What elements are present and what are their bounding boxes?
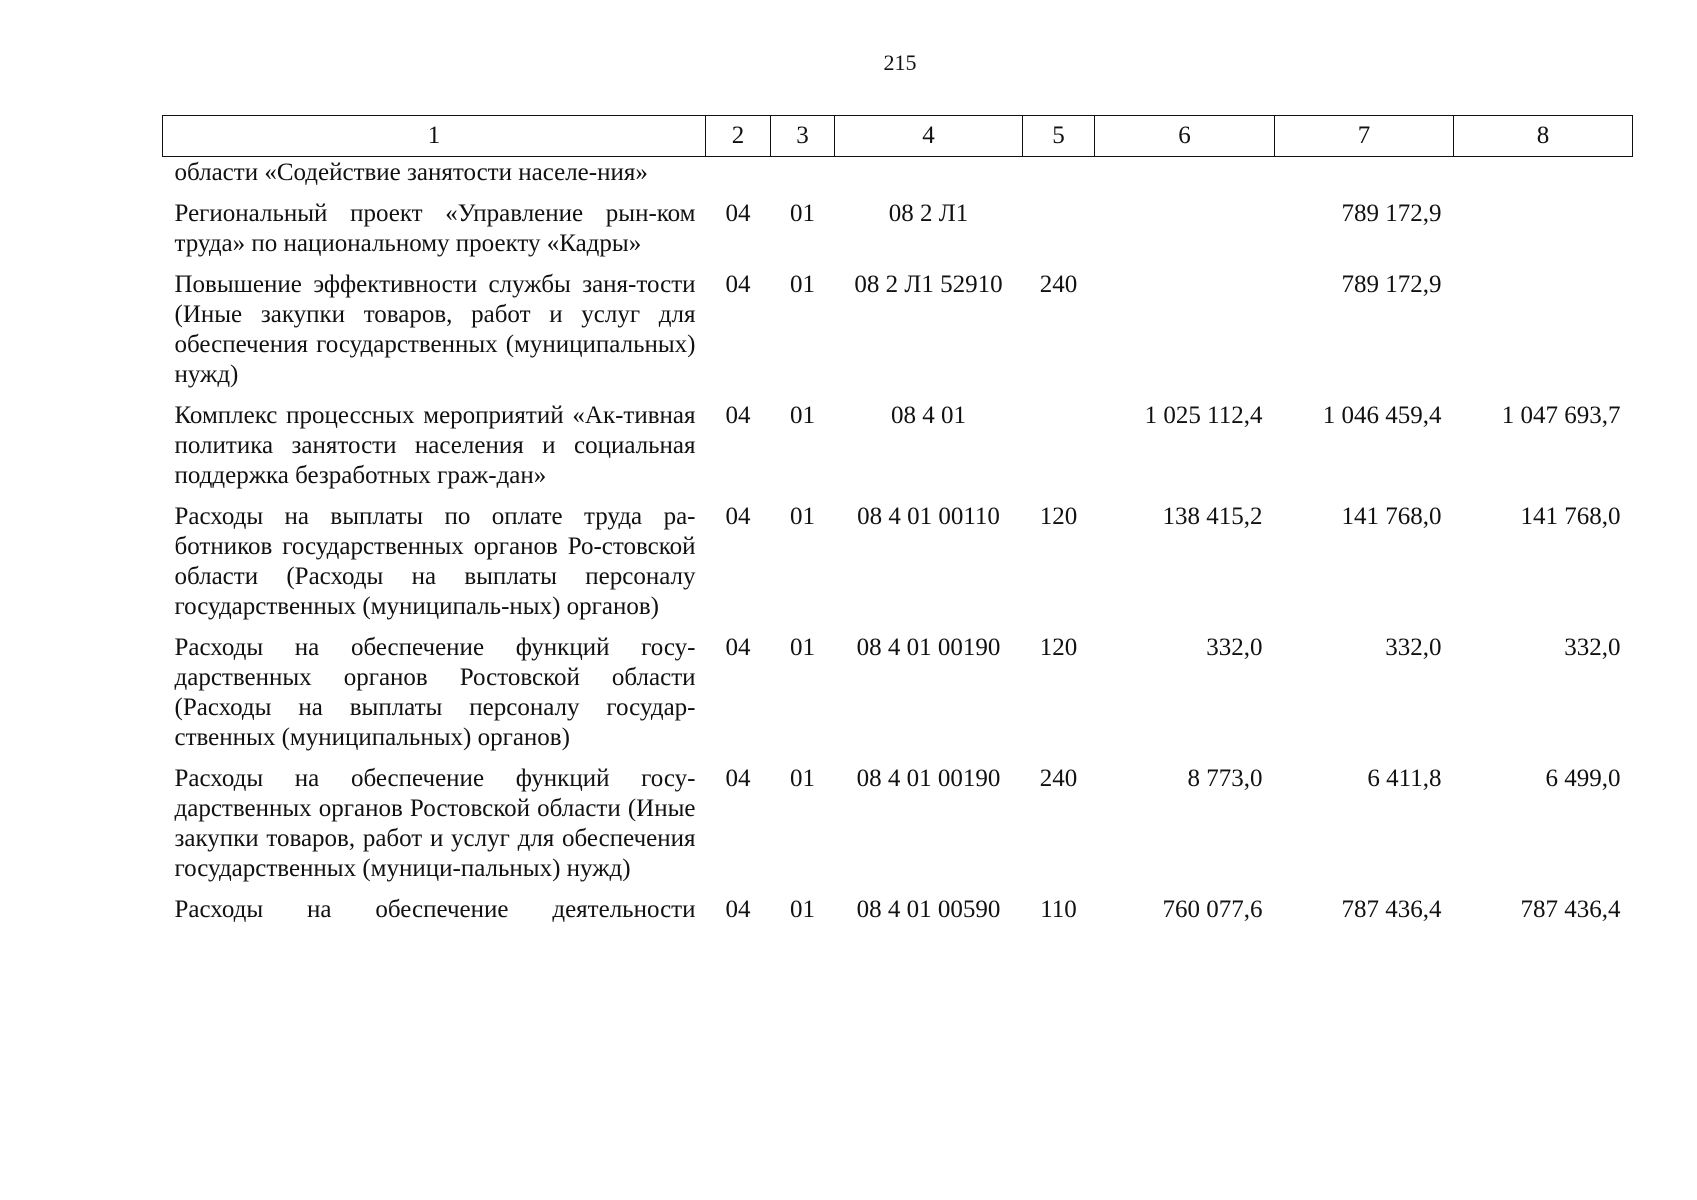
row-amount-col7: 789 172,9 [1341, 200, 1442, 227]
row-amount-col6: 8 773,0 [1187, 765, 1263, 792]
header-col-8: 8 [1454, 116, 1633, 157]
row-expense-type [1023, 199, 1095, 270]
row-target-code: 08 4 01 [891, 402, 966, 429]
row-amount-col7: 787 436,4 [1341, 896, 1442, 923]
row-amount-col7 [1275, 157, 1454, 200]
row-target-code: 08 4 01 00110 [857, 503, 1000, 530]
row-amount-col8: 6 499,0 [1545, 765, 1621, 792]
row-amount-col6: 760 077,6 [1162, 896, 1263, 923]
row-amount-col8: 141 768,0 [1520, 503, 1621, 530]
row-name: области «Содействие занятости населе-ния» [174, 159, 648, 186]
row-name: Комплекс процессных мероприятий «Ак-тивная политика занятости населения и социальная поддержка безработных граж-дан» [174, 402, 696, 489]
row-amount-col6: 138 415,2 [1162, 503, 1263, 530]
row-section: 04 [725, 200, 751, 227]
row-amount-col6 [1095, 199, 1275, 270]
header-col-4: 4 [835, 116, 1023, 157]
row-name: Расходы на обеспечение функций госу-дарственных органов Ростовской области (Расходы на выплаты персоналу государ-ственных (муниципальных) органов) [174, 634, 696, 751]
row-amount-col6: 1 025 112,4 [1144, 402, 1263, 429]
row-expense-type: 120 [1039, 634, 1078, 661]
row-amount-col6: 332,0 [1206, 634, 1263, 661]
row-subsection: 01 [790, 200, 815, 227]
row-amount-col8: 1 047 693,7 [1501, 402, 1621, 429]
row-subsection [771, 157, 835, 200]
row-amount-col6 [1095, 157, 1275, 200]
row-expense-type: 240 [1039, 271, 1078, 298]
row-amount-col8: 332,0 [1564, 634, 1621, 661]
row-amount-col8 [1454, 199, 1633, 270]
row-subsection: 01 [790, 503, 815, 530]
budget-table [162, 115, 1633, 936]
row-section: 04 [725, 896, 751, 923]
row-target-code: 08 4 01 00590 [856, 896, 1001, 923]
row-section: 04 [725, 765, 751, 792]
header-col-2: 2 [706, 116, 771, 157]
header-col-1: 1 [163, 116, 706, 157]
row-amount-col6 [1095, 270, 1275, 401]
row-subsection: 01 [790, 896, 815, 923]
row-name: Региональный проект «Управление рын-ком труда» по национальному проекту «Кадры» [174, 200, 696, 257]
table-row [163, 502, 1633, 633]
row-target-code: 08 4 01 00190 [856, 634, 1001, 661]
row-expense-type [1023, 157, 1095, 200]
row-subsection: 01 [790, 271, 815, 298]
row-amount-col8: 787 436,4 [1520, 896, 1621, 923]
row-section: 04 [725, 503, 751, 530]
row-subsection: 01 [790, 765, 815, 792]
row-name: Расходы на обеспечение функций госу-дарственных органов Ростовской области (Иные закупки товаров, работ и услуг для обеспечения государственных (муници-пальных) нужд) [174, 765, 696, 882]
table-row [163, 633, 1633, 764]
table-row [163, 157, 1633, 200]
row-amount-col8 [1454, 270, 1633, 401]
row-target-code: 08 4 01 00190 [856, 765, 1001, 792]
row-name: Расходы на обеспечение деятельности [174, 896, 696, 923]
row-target-code: 08 2 Л1 [888, 200, 969, 227]
table-row [163, 401, 1633, 502]
header-col-3: 3 [771, 116, 835, 157]
row-amount-col8 [1454, 157, 1633, 200]
row-section: 04 [725, 271, 751, 298]
header-col-5: 5 [1023, 116, 1095, 157]
row-subsection: 01 [790, 402, 815, 429]
row-expense-type: 110 [1040, 896, 1077, 923]
row-target-code: 08 2 Л1 52910 [854, 271, 1003, 298]
row-name: Расходы на выплаты по оплате труда ра-ботников государственных органов Ро-стовской области (Расходы на выплаты персоналу государственных (муниципаль-ных) органов) [174, 503, 696, 620]
row-amount-col7: 1 046 459,4 [1322, 402, 1442, 429]
table-row [163, 764, 1633, 895]
row-amount-col7: 332,0 [1385, 634, 1442, 661]
header-col-7: 7 [1275, 116, 1454, 157]
row-amount-col7: 6 411,8 [1367, 765, 1442, 792]
table-row [163, 199, 1633, 270]
row-section: 04 [725, 402, 751, 429]
table-header-row [163, 116, 1633, 157]
table-row [163, 895, 1633, 936]
row-amount-col7: 789 172,9 [1341, 271, 1442, 298]
table-row [163, 270, 1633, 401]
row-expense-type: 120 [1039, 503, 1078, 530]
row-expense-type [1023, 401, 1095, 502]
header-col-6: 6 [1095, 116, 1275, 157]
row-name: Повышение эффективности службы заня-тости (Иные закупки товаров, работ и услуг для обеспечения государственных (муниципальных) нужд) [174, 271, 696, 388]
row-section: 04 [725, 634, 751, 661]
page-number: 215 [883, 50, 917, 75]
row-subsection: 01 [790, 634, 815, 661]
row-expense-type: 240 [1039, 765, 1078, 792]
row-section [706, 157, 771, 200]
row-amount-col7: 141 768,0 [1341, 503, 1442, 530]
row-target-code [835, 157, 1023, 200]
